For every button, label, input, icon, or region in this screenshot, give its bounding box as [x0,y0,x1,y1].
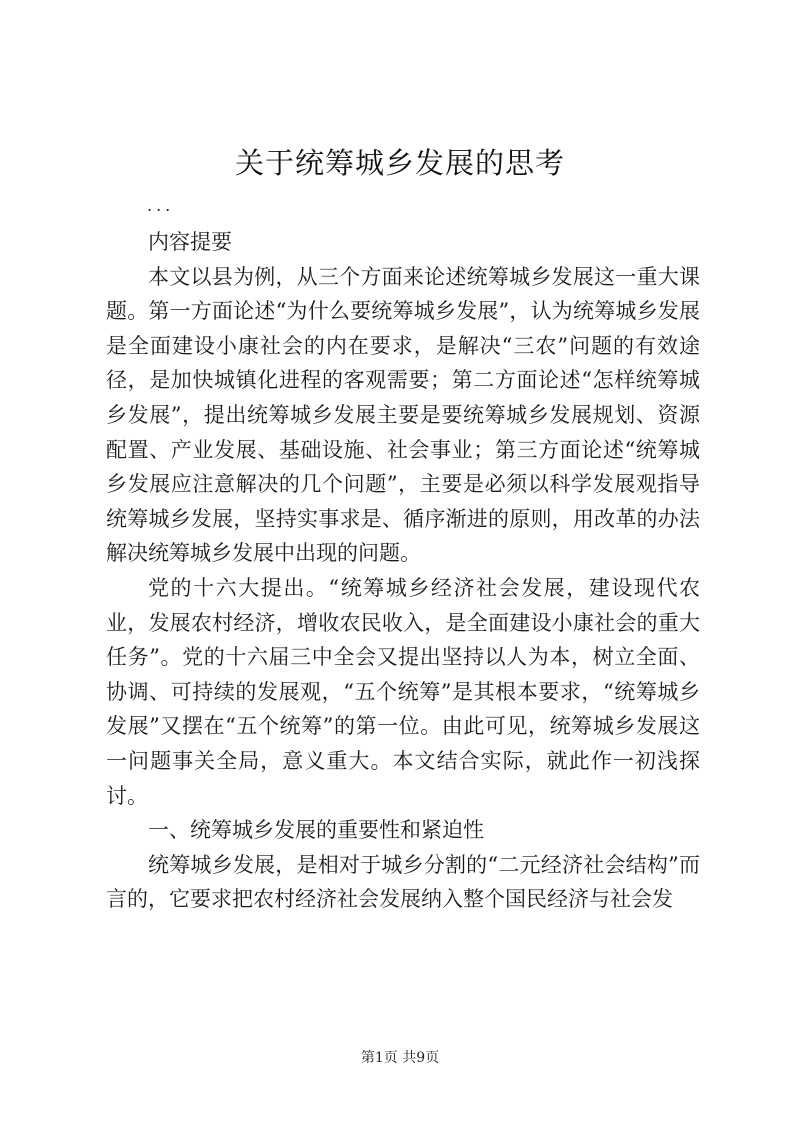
document-body [106,225,700,917]
document-title: 关于统筹城乡发展的思考 [234,146,565,180]
body-paragraph: 统筹城乡发展，是相对于城乡分割的“二元经济社会结构”而言的，它要求把农村经济社会发展纳入整个国民经济与社会发 [106,852,700,912]
page-footer: 第1页 共9页 [360,1050,440,1066]
section-heading-1: 一、统筹城乡发展的重要性和紧迫性 [148,818,484,843]
ellipsis-mark: ... [147,196,175,215]
abstract-paragraph: 本文以县为例，从三个方面来论述统筹城乡发展这一重大课题。第一方面论述“为什么要统筹城乡发展”，认为统筹城乡发展是全面建设小康社会的内在要求，是解决“三农”问题的有效途径，是加快城镇化进程的客观需要；第二方面论述“怎样统筹城乡发展”，提出统筹城乡发展主要是要统筹城乡发展规划、资源配置、产业发展、基础设施、社会事业；第三方面论述“统筹城乡发展应注意解决的几个问题”，主要是必须以科学发展观指导统筹城乡发展，坚持实事求是、循序渐进的原则，用改革的办法解决统筹城乡发展中出现的问题。 [106,264,700,566]
section-label-abstract: 内容提要 [148,230,232,254]
intro-paragraph: 党的十六大提出。“统筹城乡经济社会发展，建设现代农业，发展农村经济，增收农民收入，是全面建设小康社会的重大任务”。党的十六届三中全会又提出坚持以人为本，树立全面、协调、可持续的发展观，“五个统筹”是其根本要求，“统筹城乡发展”又摆在“五个统筹”的第一位。由此可见，统筹城乡发展这一问题事关全局，意义重大。本文结合实际，就此作一初浅探讨。 [106,575,700,808]
